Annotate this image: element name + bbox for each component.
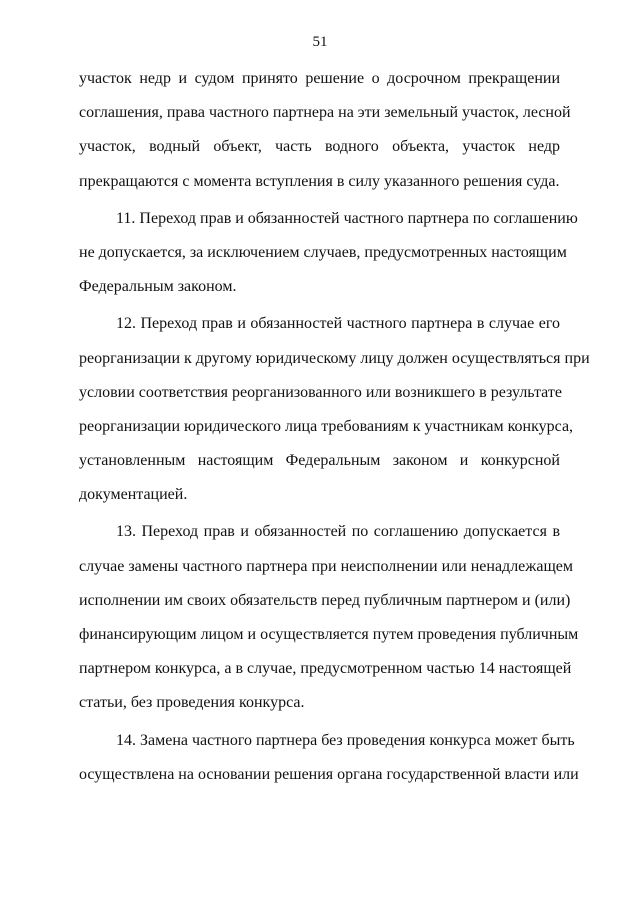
paragraph-13 [79,523,579,728]
text-line: 12. Переход прав и обязанностей частного партнера в случае его [116,315,560,333]
text-line: 14. Замена частного партнера без проведения конкурса может быть [116,731,575,749]
paragraph-12 [79,315,590,520]
text-line: реорганизации к другому юридическому лицу должен осуществляться при [79,349,590,367]
text-line: соглашения, права частного партнера на эти земельный участок, лесной [79,104,571,122]
text-line: партнером конкурса, а в случае, предусмотренном частью 14 настоящей [79,660,572,678]
page-number: 51 [312,34,328,50]
text-line: не допускается, за исключением случаев, предусмотренных настоящим [79,243,567,261]
text-line: финансирующим лицом и осуществляется путем проведения публичным [79,626,579,643]
text-line: исполнении им своих обязательств перед публичным партнером и (или) [79,591,571,609]
text-line: документацией. [79,486,188,504]
text-line: установленным настоящим Федеральным законом и конкурсной [79,452,560,470]
document-body [79,70,590,800]
text-line: Федеральным законом. [79,278,237,296]
text-line: реорганизации юридического лица требованиям к участникам конкурса, [79,417,574,435]
text-line: участок, водный объект, часть водного объекта, участок недр [79,138,560,156]
paragraph-14 [79,731,579,800]
text-line: участок недр и судом принято решение о досрочном прекращении [79,70,560,87]
paragraph-continuation [79,70,571,207]
text-line: 11. Переход прав и обязанностей частного партнера по соглашению [116,209,578,227]
paragraph-11 [79,209,578,313]
text-line: прекращаются с момента вступления в силу указанного решения суда. [79,172,560,190]
text-line: случае замены частного партнера при неисполнении или ненадлежащем [79,557,573,575]
text-line: 13. Переход прав и обязанностей по соглашению допускается в [116,523,560,541]
text-line: условии соответствия реорганизованного или возникшего в результате [79,383,562,401]
text-line: осуществлена на основании решения органа государственной власти или [79,765,579,783]
text-line: статьи, без проведения конкурса. [79,694,305,712]
